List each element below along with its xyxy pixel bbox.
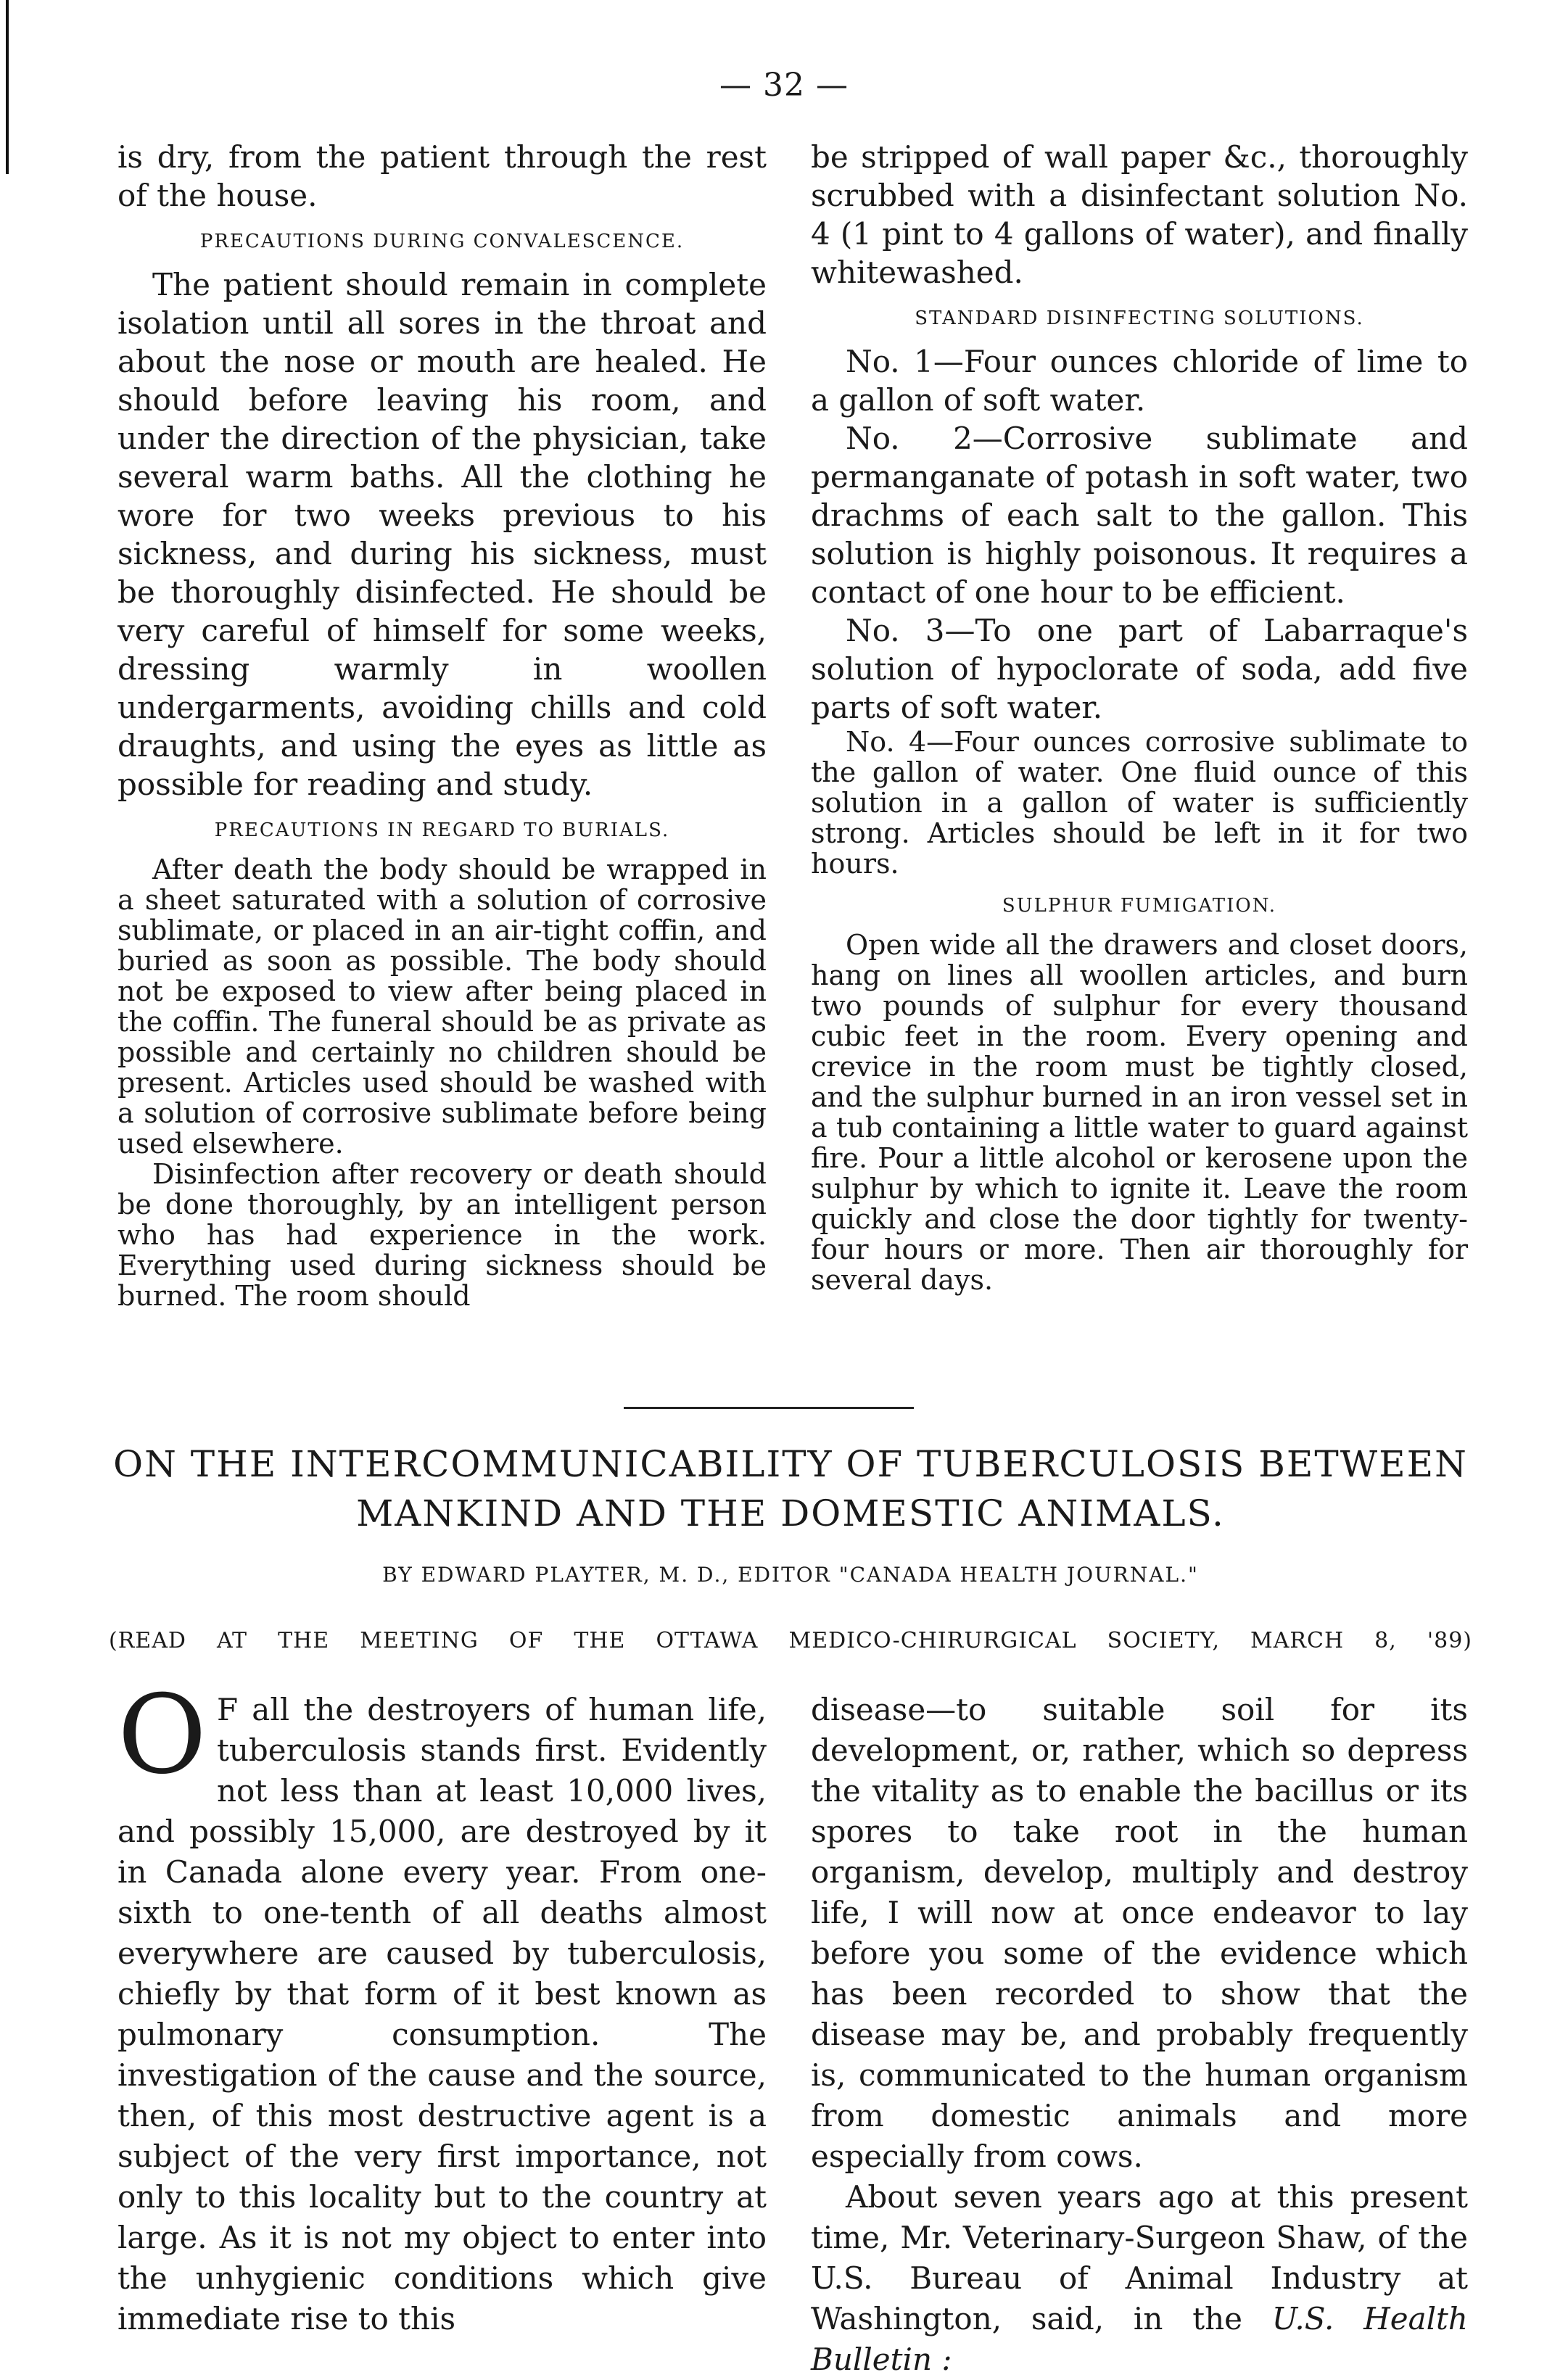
article-right-paragraph-1: disease—to suitable soil for its development, or, rather, which so depress the vitality as to enable the bacillus or its spores to take root in the human organism, develop, multiply and destroy life, I will now at once endeavor to lay before you some of the evidence which has been recorded to show that the disease may be, and probably frequently is, communicated to the human organism from domestic animals and more especially from cows. [811, 1692, 1468, 2174]
article-title [109, 1439, 1472, 1538]
burials-paragraph: After death the body should be wrapped in a sheet saturated with a solution of corrosive sublimate, or placed in an air-tight coffin, and buried as soon as possible. The body should not be exposed to view after being placed in the coffin. The funeral should be as private as possible and certainly no children should be present. Articles used should be washed with a solution of corrosive sublimate before being used elsewhere. [117, 854, 767, 1160]
article-read-note: (READ AT THE MEETING OF THE OTTAWA MEDICO-CHIRURGICAL SOCIETY, MARCH 8, '89) [109, 1628, 1472, 1653]
left-column [117, 138, 767, 1311]
article-byline: BY EDWARD PLAYTER, M. D., EDITOR "CANADA HEALTH JOURNAL." [382, 1563, 1199, 1587]
fumigation-paragraph: Open wide all the drawers and closet doors, hang on lines all woollen articles, and burn two pounds of sulphur for every thousand cubic feet in the room. Every opening and crevice in the room must be tightly closed, and the sulphur burned in an iron vessel set in a tub containing a little water to guard against fire. Pour a little alcohol or kerosene upon the sulphur by which to ignite it. Leave the room quickly and close the door tightly for twenty-four hours or more. Then air thoroughly for several days. [811, 929, 1468, 1296]
solution-no2: No. 2—Corrosive sublimate and permanganate of potash in soft water, two drachms of each salt to the gallon. This solution is highly poisonous. It requires a contact of one hour to be efficient. [811, 421, 1468, 610]
fumigation-heading: SULPHUR FUMIGATION. [1002, 895, 1277, 917]
health-bulletin-title: U.S. Health Bulletin : [811, 2301, 1468, 2377]
disinfection-paragraph: Disinfection after recovery or death should be done thoroughly, by an intelligent person who has had experience in the work. Everything used during sickness should be burned. The room should [117, 1158, 767, 1312]
article-opening-paragraph [117, 1672, 767, 2339]
article-right-column [811, 1690, 1468, 2380]
convalescence-heading: PRECAUTIONS DURING CONVALESCENCE. [199, 231, 685, 252]
article-title-line-1: ON THE INTERCOMMUNICABILITY OF TUBERCULOSIS BETWEEN [113, 1443, 1468, 1485]
drop-cap: O [117, 1672, 207, 1798]
article-left-column [117, 1672, 767, 2339]
solution-no4: No. 4—Four ounces corrosive sublimate to the gallon of water. One fluid ounce of this solution in a gallon of water is sufficiently strong. Articles should be left in it for two hours. [811, 726, 1468, 880]
article-right-paragraph-2 [811, 2177, 1468, 2380]
right-column [811, 138, 1468, 1295]
article-left-text: F all the destroyers of human life, tuberculosis stands first. Evidently not less than at least 10,000 lives, and possibly 15,000, are destroyed by it in Canada alone every year. From one-sixth to one-tenth of all deaths almost everywhere are caused by tuberculosis, chiefly by that form of it best known as pulmonary consumption. The investigation of the cause and the source, then, of this most destructive agent is a subject of the very first importance, not only to this locality but to the country at large. As it is not my object to enter into the unhygienic conditions which give immediate rise to this [117, 1692, 767, 2336]
article-right-text-2: About seven years ago at this present time, Mr. Veterinary-Surgeon Shaw, of the U.S. Bureau of Animal Industry at Washington, said, in the [811, 2179, 1468, 2336]
left-opening-paragraph: is dry, from the patient through the rest of the house. [117, 139, 767, 213]
burials-heading: PRECAUTIONS IN REGARD TO BURIALS. [214, 819, 670, 841]
convalescence-paragraph: The patient should remain in complete isolation until all sores in the throat and about the nose or mouth are healed. He should before leaving his room, and under the direction of the physician, take several warm baths. All the clothing he wore for two weeks previous to his sickness, and during his sickness, must be thoroughly disinfected. He should be very careful of himself for some weeks, dressing warmly in woollen undergarments, avoiding chills and cold draughts, and using the eyes as little as possible for reading and study. [117, 267, 767, 802]
article-title-line-2: MANKIND AND THE DOMESTIC ANIMALS. [356, 1492, 1225, 1534]
page-number: — 32 — [719, 67, 849, 104]
solution-no1: No. 1—Four ounces chloride of lime to a gallon of soft water. [811, 344, 1468, 418]
solutions-heading: STANDARD DISINFECTING SOLUTIONS. [915, 307, 1364, 329]
section-divider [624, 1407, 914, 1409]
solution-no3: No. 3—To one part of Labarraque's solution of hypoclorate of soda, add five parts of soft water. [811, 613, 1468, 725]
right-continuation-paragraph: be stripped of wall paper &c., thoroughly scrubbed with a disinfectant solution No. 4 (1 pint to 4 gallons of water), and finally whitewashed. [811, 139, 1468, 290]
